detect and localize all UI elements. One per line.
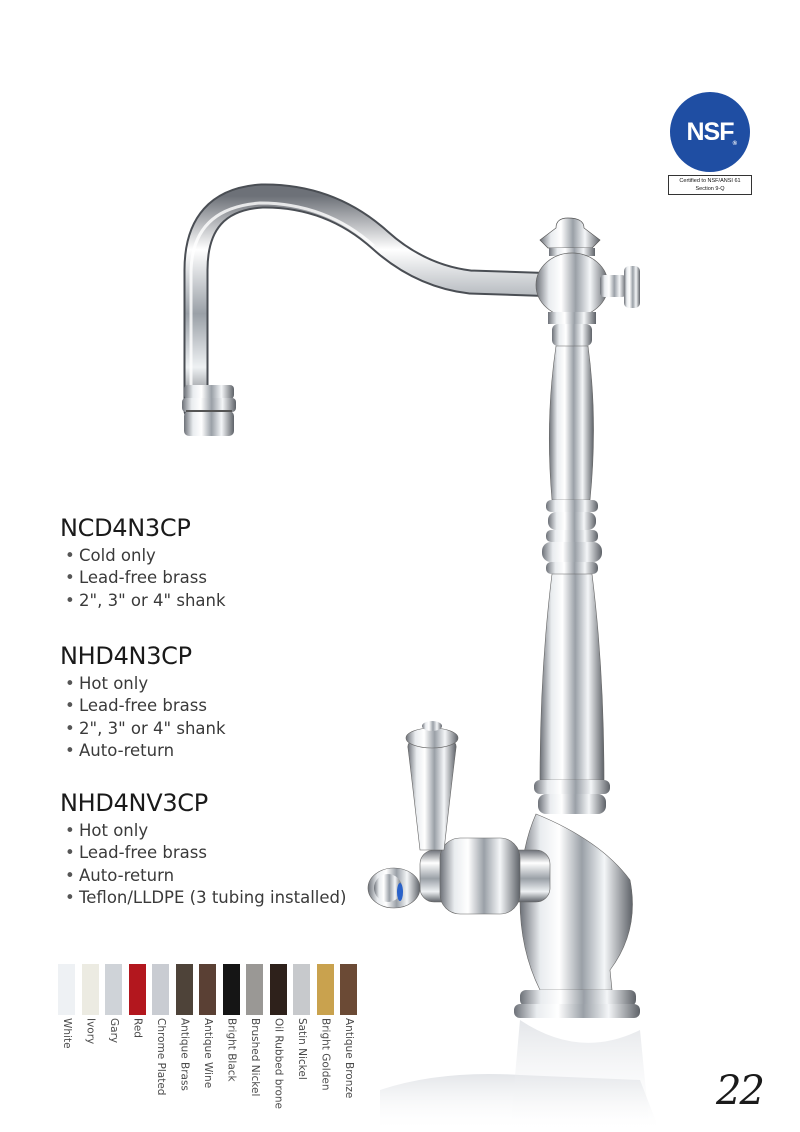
- bullet-icon: •: [65, 568, 75, 588]
- finish-color-chip: [129, 964, 146, 1015]
- finish-color-chip: [82, 964, 99, 1015]
- finish-swatch: [199, 964, 216, 1089]
- finish-label: Antique Brass: [178, 1018, 191, 1091]
- finish-label: Gary: [108, 1018, 120, 1044]
- finish-color-chip: [223, 964, 240, 1015]
- finish-color-chip: [176, 964, 193, 1015]
- feature-text: Teflon/LLDPE (3 tubing installed): [79, 887, 347, 907]
- feature-text: 2", 3" or 4" shank: [79, 590, 226, 610]
- finish-swatch: [223, 964, 240, 1082]
- feature-item: [65, 842, 346, 864]
- finish-label: Bright Golden: [319, 1018, 332, 1091]
- feature-text: Lead-free brass: [79, 568, 207, 588]
- feature-list: [60, 820, 346, 909]
- finish-label: White: [61, 1018, 73, 1049]
- certification-line-2: Section 9-Q: [695, 186, 725, 192]
- feature-text: Cold only: [79, 546, 156, 565]
- feature-list: [60, 673, 226, 762]
- certification-line-1: Certified to NSF/ANSI 61: [679, 178, 741, 184]
- feature-item: [65, 820, 346, 842]
- feature-item: [65, 590, 226, 612]
- finish-swatch: [340, 964, 357, 1099]
- finish-color-chip: [199, 964, 216, 1015]
- finish-color-chip: [270, 964, 287, 1015]
- bullet-icon: •: [65, 865, 75, 885]
- feature-item: [65, 740, 226, 762]
- finish-swatch: [105, 964, 122, 1044]
- finish-swatch: [129, 964, 146, 1038]
- finish-swatch: [317, 964, 334, 1091]
- finish-label: Ivory: [84, 1018, 97, 1045]
- finish-color-chip: [340, 964, 357, 1015]
- finish-label: Oil Rubbed brone: [272, 1018, 285, 1109]
- finish-label: Chrome Plated: [155, 1018, 167, 1096]
- finish-color-chip: [317, 964, 334, 1015]
- finish-color-chip: [152, 964, 169, 1015]
- finish-swatch: [246, 964, 263, 1097]
- feature-item: [65, 887, 346, 909]
- product-model-title: NHD4NV3CP: [60, 789, 208, 817]
- finish-label: Red: [131, 1018, 144, 1038]
- finish-color-chip: [293, 964, 310, 1015]
- product-model-title: NHD4N3CP: [60, 642, 192, 670]
- feature-item: [65, 567, 226, 589]
- finish-color-chip: [105, 964, 122, 1015]
- finish-swatch-row: [58, 964, 364, 1109]
- product-nhd4nv3cp: [60, 789, 346, 909]
- bullet-icon: •: [65, 740, 75, 760]
- bullet-icon: •: [65, 546, 75, 565]
- bullet-icon: •: [65, 696, 75, 716]
- feature-text: Hot only: [79, 674, 149, 693]
- feature-text: Hot only: [79, 821, 149, 840]
- nsf-logo: [670, 92, 750, 172]
- finish-swatch: [176, 964, 193, 1091]
- feature-text: Auto-return: [79, 865, 175, 885]
- feature-text: 2", 3" or 4" shank: [79, 718, 226, 738]
- nsf-logo-text: NSF: [686, 117, 734, 146]
- product-nhd4n3cp: [60, 642, 226, 762]
- product-ncd4n3cp: [60, 514, 226, 612]
- finish-swatch: [270, 964, 287, 1109]
- registered-mark: ®: [732, 141, 737, 147]
- page-number: 22: [716, 1068, 763, 1114]
- feature-text: Lead-free brass: [79, 843, 207, 863]
- finish-color-chip: [246, 964, 263, 1015]
- feature-item: [65, 718, 226, 740]
- feature-item: [65, 695, 226, 717]
- bullet-icon: •: [65, 590, 75, 610]
- finish-swatch: [293, 964, 310, 1080]
- finish-label: Antique Wine: [202, 1018, 214, 1089]
- bullet-icon: •: [65, 843, 75, 863]
- finish-label: Satin Nickel: [296, 1018, 308, 1080]
- bullet-icon: •: [65, 674, 75, 693]
- bullet-icon: •: [65, 821, 75, 840]
- feature-text: Auto-return: [79, 740, 175, 760]
- feature-text: Lead-free brass: [79, 696, 207, 716]
- finish-swatch: [82, 964, 99, 1045]
- bullet-icon: •: [65, 887, 75, 907]
- finish-swatch: [152, 964, 169, 1096]
- finish-label: Brushed Nickel: [249, 1018, 261, 1097]
- finish-color-chip: [58, 964, 75, 1015]
- feature-item: [65, 865, 346, 887]
- finish-label: Antique Bronze: [343, 1018, 355, 1099]
- feature-item: [65, 545, 226, 567]
- nsf-certification-box: [668, 175, 752, 195]
- nsf-certification-badge: [668, 92, 752, 195]
- feature-list: [60, 545, 226, 612]
- bullet-icon: •: [65, 718, 75, 738]
- finish-swatch: [58, 964, 75, 1049]
- finish-label: Bright Black: [225, 1018, 238, 1082]
- feature-item: [65, 673, 226, 695]
- product-model-title: NCD4N3CP: [60, 514, 191, 542]
